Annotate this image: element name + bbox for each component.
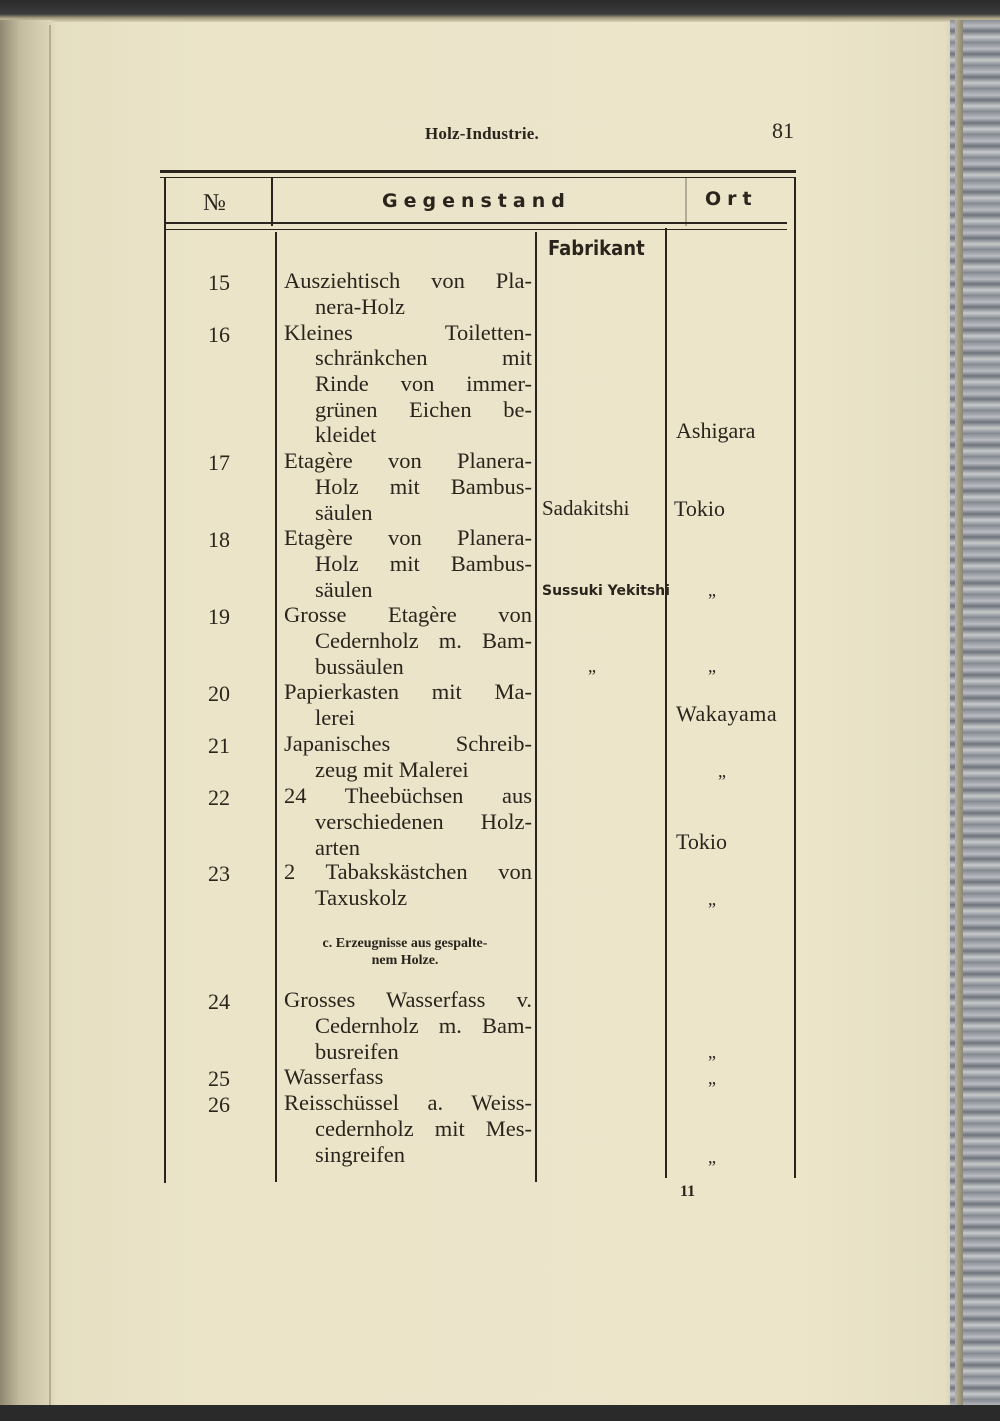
column-divider-number bbox=[271, 178, 273, 226]
entry-line: Rinde von immer- bbox=[315, 371, 532, 396]
row-number: 20 bbox=[208, 681, 230, 706]
entry-line: grünen Eichen be- bbox=[315, 397, 532, 422]
entry-line: Grosses Wasserfass v. bbox=[284, 987, 532, 1012]
header-number: № bbox=[203, 190, 226, 216]
place-ditto: „ bbox=[708, 1042, 716, 1062]
column-divider-object bbox=[535, 232, 537, 1182]
entry-line: Kleines Toiletten- bbox=[284, 320, 532, 345]
entry-line: arten bbox=[315, 835, 360, 860]
entry-line: Reisschüssel a. Weiss- bbox=[284, 1090, 532, 1115]
place-ditto: „ bbox=[708, 1068, 716, 1088]
entry-line: 2 Tabakskästchen von bbox=[284, 859, 532, 884]
entry-line: singreifen bbox=[315, 1142, 405, 1167]
entry-line: verschiedenen Holz- bbox=[315, 809, 532, 834]
row-number: 26 bbox=[208, 1092, 230, 1117]
row-number: 24 bbox=[208, 989, 230, 1014]
entry-line: bussäulen bbox=[315, 654, 404, 679]
entry-line: Cedernholz m. Bam- bbox=[315, 1013, 532, 1038]
place-ditto: „ bbox=[708, 1147, 716, 1167]
entry-line: 24 Theebüchsen aus bbox=[284, 783, 532, 808]
header-maker: Fabrikant bbox=[548, 236, 645, 260]
place-ditto: „ bbox=[718, 761, 726, 781]
row-number: 15 bbox=[208, 270, 230, 295]
row-number: 23 bbox=[208, 861, 230, 886]
column-divider-place-header bbox=[685, 178, 687, 226]
header-place: Ort bbox=[705, 188, 758, 210]
maker-ditto: „ bbox=[588, 656, 596, 676]
entry-line: säulen bbox=[315, 500, 373, 525]
column-divider-number-body bbox=[275, 232, 277, 1182]
column-divider-maker bbox=[665, 228, 667, 1178]
row-number: 17 bbox=[208, 450, 230, 475]
table-left-border bbox=[164, 178, 166, 1183]
header-bottom-rule-thin bbox=[165, 229, 787, 230]
entry-line: Holz mit Bambus- bbox=[315, 551, 532, 576]
header-object: Gegenstand bbox=[382, 190, 571, 212]
row-number: 19 bbox=[208, 604, 230, 629]
entry-line: Japanisches Schreib- bbox=[284, 731, 532, 756]
place-ditto: „ bbox=[708, 656, 716, 676]
page-number: 81 bbox=[772, 118, 794, 143]
place-ditto: „ bbox=[708, 889, 716, 909]
running-head: Holz-Industrie. bbox=[425, 124, 539, 143]
binding-shadow bbox=[0, 20, 56, 1421]
signature-mark: 11 bbox=[680, 1183, 696, 1200]
entry-line: Taxuskolz bbox=[315, 885, 408, 910]
entry-line: zeug mit Malerei bbox=[315, 757, 469, 782]
row-number: 25 bbox=[208, 1066, 230, 1091]
entry-line: cedernholz mit Mes- bbox=[315, 1116, 532, 1141]
row-number: 16 bbox=[208, 322, 230, 347]
entry-line: lerei bbox=[315, 705, 355, 730]
table-right-border bbox=[794, 178, 796, 1178]
header-bottom-rule bbox=[165, 222, 787, 224]
subsection-heading-line: c. Erzeugnisse aus gespalte- bbox=[322, 936, 488, 951]
entry-line: Holz mit Bambus- bbox=[315, 474, 532, 499]
place-cell: Tokio bbox=[674, 496, 726, 521]
entry-line: busreifen bbox=[315, 1039, 399, 1064]
subsection-heading-line: nem Holze. bbox=[371, 953, 439, 968]
page-fore-edge bbox=[955, 20, 963, 1421]
row-number: 18 bbox=[208, 527, 230, 552]
entry-line: säulen bbox=[315, 577, 373, 602]
entry-line: kleidet bbox=[315, 422, 377, 447]
place-cell: Tokio bbox=[676, 829, 728, 854]
entry-line: Etagère von Planera- bbox=[284, 525, 532, 550]
maker-cell: Sadakitshi bbox=[542, 496, 630, 520]
place-ditto: „ bbox=[708, 580, 716, 600]
spine-line bbox=[49, 25, 51, 1405]
entry-line: Ausziehtisch von Pla- bbox=[284, 268, 532, 293]
maker-cell: Sussuki Yekitshi bbox=[542, 583, 670, 599]
entry-line: Grosse Etagère von bbox=[284, 602, 532, 627]
page-top-edge bbox=[0, 0, 1000, 22]
page-bottom-edge bbox=[0, 1405, 1000, 1421]
entry-line: Wasserfass bbox=[284, 1064, 384, 1089]
entry-line: Cedernholz m. Bam- bbox=[315, 628, 532, 653]
row-number: 22 bbox=[208, 785, 230, 810]
place-cell: Ashigara bbox=[676, 418, 756, 443]
entry-line: schränkchen mit bbox=[315, 345, 532, 370]
table-top-rule-thin bbox=[160, 177, 796, 178]
table-top-rule bbox=[160, 170, 796, 173]
entry-line: Papierkasten mit Ma- bbox=[284, 679, 532, 704]
entry-line: nera-Holz bbox=[315, 294, 405, 319]
row-number: 21 bbox=[208, 733, 230, 758]
entry-line: Etagère von Planera- bbox=[284, 448, 532, 473]
place-cell: Wakayama bbox=[676, 701, 778, 726]
subsection-heading bbox=[278, 935, 532, 969]
